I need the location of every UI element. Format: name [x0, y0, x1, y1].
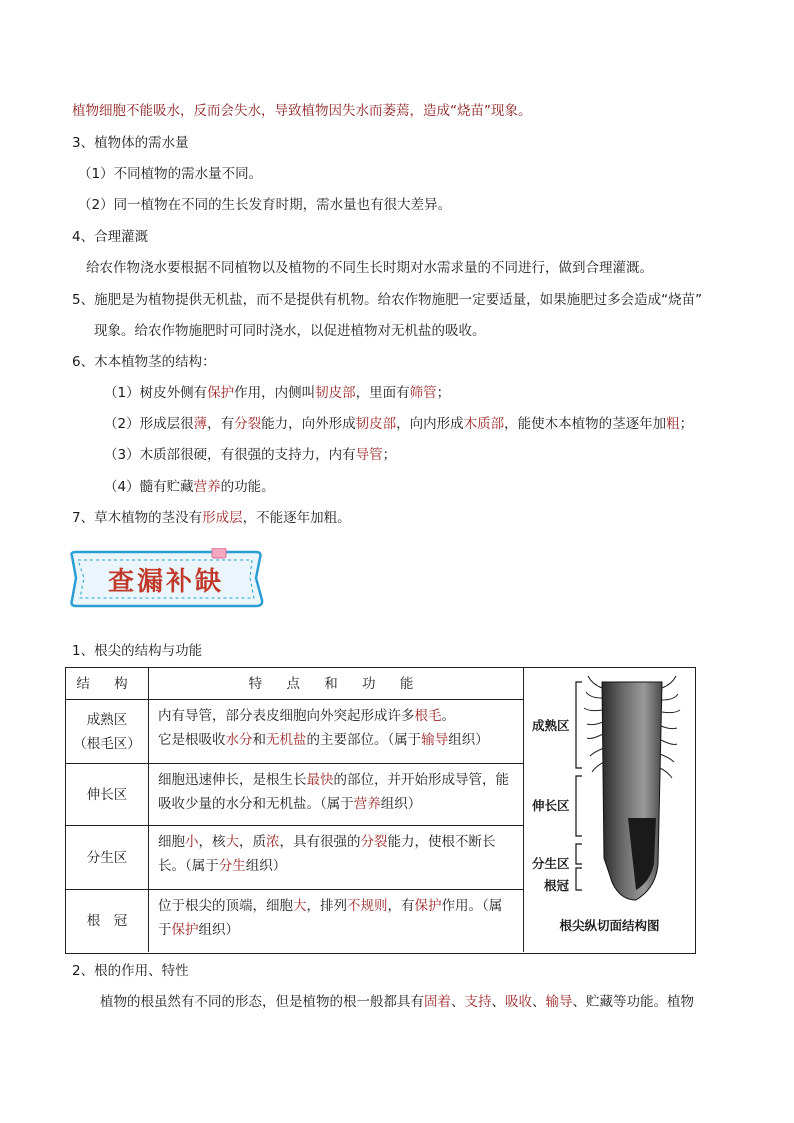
text-span: ，质: [239, 834, 266, 850]
section2-paragraph: [100, 992, 694, 1012]
row-name-elongation: [66, 764, 149, 826]
highlight-term: 形成层: [202, 510, 243, 526]
text-span: ，有: [387, 898, 415, 914]
text-span: 位于根尖的顶端，细胞: [158, 898, 293, 914]
highlight-term: 分裂: [234, 416, 262, 432]
header-features: 特 点 和 功 能: [149, 668, 524, 700]
highlight-term: 支持: [464, 994, 492, 1010]
highlight-term: 薄: [193, 416, 208, 432]
text-span: 给农作物浇水要根据不同植物以及植物的不同生长时期对水需求量的不同进行，做到合理灌溉。: [86, 260, 653, 276]
heading-irrigation: [72, 227, 148, 247]
text-span: 的部位，并开始形成导管，能吸收少量的水分和无机盐。（属于: [158, 772, 509, 812]
text-span: （1）不同植物的需水量不同。: [78, 166, 263, 182]
text-span: ，能使木本植物的茎逐年加: [504, 416, 667, 432]
desc-line: [158, 704, 515, 728]
heading-water-need: [72, 133, 189, 153]
text-line-1: [72, 101, 532, 121]
text-span: 作用。（属于: [158, 898, 503, 938]
text-span: 细胞迅速伸长，是根生长: [158, 772, 307, 788]
highlight-term: 吸收: [505, 994, 532, 1010]
highlight-term: 导管: [355, 447, 383, 463]
highlight-term: 韧皮部: [355, 416, 397, 432]
desc-line: [158, 894, 515, 942]
highlight-term: 韧皮部: [315, 385, 356, 401]
highlight-term: 大: [225, 834, 239, 850]
text-line-fertilize-1: [72, 290, 702, 310]
text-span: 现象。给农作物施肥时可同时浇水，以促进植物对无机盐的吸收。: [94, 323, 486, 339]
highlight-term: 不规则: [347, 898, 388, 914]
text-span: ，向内形成: [396, 416, 464, 432]
text-span: ，不能逐年加粗。: [242, 510, 351, 526]
text-span: 内有导管，部分表皮细胞向外突起形成许多: [158, 708, 415, 724]
text-span: 和: [252, 732, 266, 748]
text-span: 植物的根虽然有不同的形态，但是植物的根一般都具有: [100, 994, 424, 1010]
text-span: （1）树皮外侧有: [104, 385, 208, 401]
text-span: 。: [441, 708, 455, 724]
text-line-stem-4: [104, 477, 275, 497]
banner-title: 查漏补缺: [107, 566, 224, 597]
root-tip-illustration: [524, 668, 695, 908]
highlight-term: 营养: [353, 796, 381, 812]
text-span: 4、合理灌溉: [72, 229, 149, 245]
row-name-rootcap: [66, 890, 149, 952]
highlight-term: 浓: [266, 834, 280, 850]
row-name-meristem: [66, 826, 149, 890]
highlight-term: 营养: [193, 479, 221, 495]
highlight-term: 无机盐: [266, 732, 307, 748]
text-span: 能力，向外形成: [261, 416, 356, 432]
label-meristem: 分生区: [532, 856, 570, 871]
text-span: 6、木本植物茎的结构：: [72, 354, 216, 370]
text-line-fertilize-2: [94, 321, 486, 341]
text-span: ；: [679, 416, 694, 432]
highlight-term: 木质部: [463, 416, 505, 432]
text-span: 、: [491, 994, 505, 1010]
text-span: 它是根吸收: [158, 732, 226, 748]
root-tip-table: [65, 667, 696, 954]
text-span: （3）木质部很硬，有很强的支持力，内有: [104, 447, 356, 463]
highlight-term: 筛管: [409, 385, 437, 401]
highlight-term: 分生: [218, 858, 246, 874]
desc-line: [158, 768, 515, 816]
name-line: 分生区: [86, 849, 128, 866]
text-line-stem-1: [104, 383, 450, 403]
text-span: ，核: [198, 834, 226, 850]
text-span: 3、植物体的需水量: [72, 135, 189, 151]
text-line-stem-2: [104, 414, 693, 434]
text-span: 、贮藏等功能。植物: [572, 994, 694, 1010]
row-desc-rootcap: [149, 890, 524, 952]
highlight-term: 固着: [424, 994, 451, 1010]
text-span: 细胞: [158, 834, 185, 850]
highlight-term: 大: [293, 898, 307, 914]
text-span: 7、草木植物的茎没有: [72, 510, 203, 526]
text-span: 组织）: [198, 922, 239, 938]
name-line: 伸长区: [86, 786, 128, 803]
highlight-term: 小: [185, 834, 199, 850]
root-tip-figure: [524, 668, 695, 952]
figure-caption: 根尖纵切面结构图: [559, 918, 660, 933]
name-line: （根毛区）: [73, 735, 141, 752]
text-span: ，有: [207, 416, 235, 432]
highlight-term: 分裂: [360, 834, 388, 850]
highlight-term: 保护: [171, 922, 199, 938]
highlight-term: 输导: [545, 994, 573, 1010]
text-span: ；: [436, 385, 451, 401]
text-line-herb-stem: [72, 508, 351, 528]
text-span: 、: [532, 994, 546, 1010]
text-line-stem-3: [104, 445, 396, 465]
text-span: 组织）: [380, 796, 422, 812]
section-banner: [66, 548, 266, 610]
desc-line: [158, 728, 515, 752]
text-span: 组织）: [448, 732, 489, 748]
text-span: ，里面有: [355, 385, 410, 401]
highlight-term: 保护: [207, 385, 235, 401]
section2-title: 2、根的作用、特性: [72, 963, 189, 979]
label-rootcap: 根冠: [544, 878, 570, 893]
highlight-term: 最快: [306, 772, 334, 788]
header-structure: 结 构: [66, 668, 149, 700]
highlight-term: 水分: [225, 732, 253, 748]
row-desc-meristem: [149, 826, 524, 890]
text-span: ，排列: [306, 898, 347, 914]
text-span: ，具有很强的: [279, 834, 361, 850]
text-line-water-2: [78, 195, 451, 215]
text-span: 组织）: [245, 858, 287, 874]
name-line: 根 冠: [86, 913, 128, 929]
label-elongation: 伸长区: [532, 798, 570, 813]
highlight-term: 根毛: [414, 708, 442, 724]
text-line-irrigation: [86, 258, 653, 278]
row-desc-maturation: [149, 700, 524, 764]
text-span: 、: [451, 994, 465, 1010]
text-span: （2）同一植物在不同的生长发育时期，需水量也有很大差异。: [78, 197, 452, 213]
heading-stem-structure: [72, 352, 216, 372]
text-line-water-1: [78, 164, 262, 184]
highlight-term: 植物细胞不能吸水，反而会失水，导致植物因失水而萎蔫，造成“烧苗”现象。: [72, 103, 532, 119]
text-span: 的功能。: [220, 479, 275, 495]
highlight-term: 粗: [666, 416, 680, 432]
text-span: 作用，内侧叫: [234, 385, 316, 401]
row-desc-elongation: [149, 764, 524, 826]
desc-line: [158, 830, 515, 878]
name-line: 成熟区: [86, 711, 128, 728]
text-span: 的主要部位。（属于: [306, 732, 422, 748]
label-maturation: 成熟区: [532, 718, 570, 733]
text-span: 5、施肥是为植物提供无机盐，而不是提供有机物。给农作物施肥一定要适量，如果施肥过多会造成“烧苗”: [72, 292, 703, 308]
text-span: 能力，使根不断长长。（属于: [158, 834, 496, 874]
row-name-maturation: [66, 700, 149, 764]
text-span: （2）形成层很: [104, 416, 194, 432]
text-span: （4）髓有贮藏: [104, 479, 194, 495]
highlight-term: 输导: [421, 732, 449, 748]
text-span: ；: [382, 447, 397, 463]
section1-title: 1、根尖的结构与功能: [72, 643, 203, 659]
highlight-term: 保护: [414, 898, 442, 914]
